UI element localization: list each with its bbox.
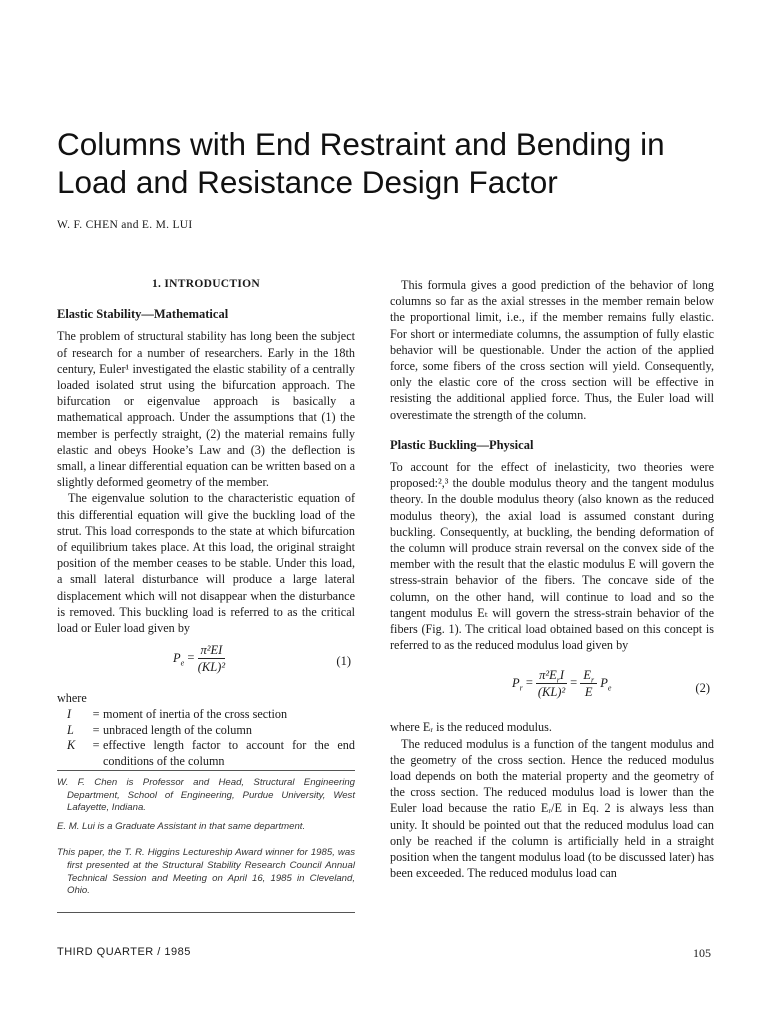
eq1-lhs: $P_e$ bbox=[173, 650, 185, 668]
footnote: This paper, the T. R. Higgins Lectureship Award winner for 1985, was first presented at the Structural Stability Research Council Annual Technical Session and Meeting on April 16, 1985 in Cleveland, Ohio. bbox=[57, 847, 355, 897]
subheading-elastic-stability: Elastic Stability—Mathematical bbox=[57, 307, 229, 322]
where-label: where bbox=[57, 691, 87, 706]
paragraph: The problem of structural stability has long been the subject of research for a number of researchers. Early in the 18th century, Euler¹ investigated the elastic stability of a centrally loaded isolated strut using the bifurcation approach. The bifurcation or eigenvalue approach is basically a mathematical approach. Under the assumptions that (1) the member is perfectly straight, (2) the material remains fully elastic and obeys Hooke’s Law and (3) the deflection is small, a linear differential equation can be written based on a slightly deformed geometry of the member. bbox=[57, 329, 355, 490]
equation-number: (1) bbox=[336, 654, 351, 669]
title-line-1: Columns with End Restraint and Bending in bbox=[57, 126, 665, 162]
author-line: W. F. CHEN and E. M. LUI bbox=[57, 219, 193, 231]
eq2-lhs: $P_r$ bbox=[512, 675, 523, 693]
paper-title bbox=[57, 125, 737, 201]
definition-item: L = unbraced length of the column bbox=[67, 722, 252, 737]
issue-footer: THIRD QUARTER / 1985 bbox=[57, 946, 191, 958]
title-line-2: Load and Resistance Design Factor bbox=[57, 164, 558, 200]
equation-2: $P_r$ = $\frac{\pi^2E_rI}{\text{(KL)²}}$ = $\frac{E_r}{E}$ $P_e$ (2) bbox=[512, 668, 710, 700]
definition-list bbox=[57, 707, 355, 769]
eq2-fraction-2: $\frac{E_r}{E}$ bbox=[580, 667, 597, 700]
equation-1: $P_e$ = $\frac{\text{π²EI}}{\text{(KL)²}}$ (1) bbox=[173, 643, 351, 675]
paragraph: To account for the effect of inelasticity, two theories were proposed:²,³ the double modulus theory and the tangent modulus theory. In the double modulus theory (also known as the reduced modulus theory), the axial load is assumed constant during buckling. Consequently, at buckling, the bending deformation of the column will produce strain reversal on the convex side of the member with the result that the elastic modulus E will govern the stress-strain behavior of the fibers. The concave side of the column, on the other hand, will continue to load and so the tangent modulus Eₜ will govern the stress-strain behavior of the fibers (Fig. 1). The critical load obtained based on this concept is referred to as the reduced modulus load given by bbox=[390, 460, 714, 653]
eq2-rhs: $P_e$ bbox=[600, 675, 612, 693]
footnote: W. F. Chen is Professor and Head, Structural Engineering Department, School of Engineering, Purdue University, West Lafayette, Indiana. bbox=[57, 777, 355, 814]
author-footnotes bbox=[57, 770, 355, 904]
eq1-fraction: $\frac{\text{π²EI}}{\text{(KL)²}}$ bbox=[197, 643, 226, 675]
paragraph: The reduced modulus is a function of the tangent modulus and the geometry of the cross section. Hence the reduced modulus load depends on both the material property and the geometry of the cross section. The reduced modulus load is lower than the Euler load because the ratio Eᵣ/E in Eq. 2 is always less than unity. It should be pointed out that the reduced modulus load can only be reached if the column is artificially held in a straight position when the tangent modulus load (to be discussed later) has been exceeded. The reduced modulus load can bbox=[390, 736, 714, 881]
definition-item: K = effective length factor to account for the end conditions of the column bbox=[67, 738, 355, 768]
subheading-plastic-buckling: Plastic Buckling—Physical bbox=[390, 437, 534, 452]
paragraph: This formula gives a good prediction of the behavior of long columns so far as the axial stresses in the member remain below the proportional limit, i.e., if the member remains fully elastic. For short or intermediate columns, the assumption of fully elastic behavior will be questionable. Under the action of the applied force, some fibers of the cross section will yield. Consequently, only the elastic core of the cross section will be effective in resisting the additional applied force. Thus, the Euler load will overestimate the strength of the column. bbox=[390, 278, 714, 422]
left-column bbox=[57, 276, 355, 769]
footnote: E. M. Lui is a Graduate Assistant in that same department. bbox=[57, 820, 306, 832]
section-heading: 1. INTRODUCTION bbox=[151, 278, 260, 290]
page-number: 105 bbox=[693, 946, 711, 960]
paragraph: The eigenvalue solution to the characteristic equation of this differential equation will give the buckling load of the strut. This load corresponds to the state at which bifurcation of equilibrium takes place. At this load, the original straight position of the member ceases to be stable. Under this load, a small lateral disturbance will produce a large lateral displacement which will not disappear when the disturbance is removed. This buckling load is referred to as the critical load or Euler load given by bbox=[57, 491, 355, 636]
footnote-rule bbox=[57, 912, 355, 913]
paragraph: where Eᵣ is the reduced modulus. bbox=[390, 720, 552, 735]
right-column bbox=[390, 277, 714, 882]
equation-number: (2) bbox=[695, 681, 710, 696]
definition-item: I = moment of inertia of the cross section bbox=[67, 707, 288, 722]
eq2-fraction-1: $\frac{\pi^2E_rI}{\text{(KL)²}}$ bbox=[537, 668, 566, 700]
